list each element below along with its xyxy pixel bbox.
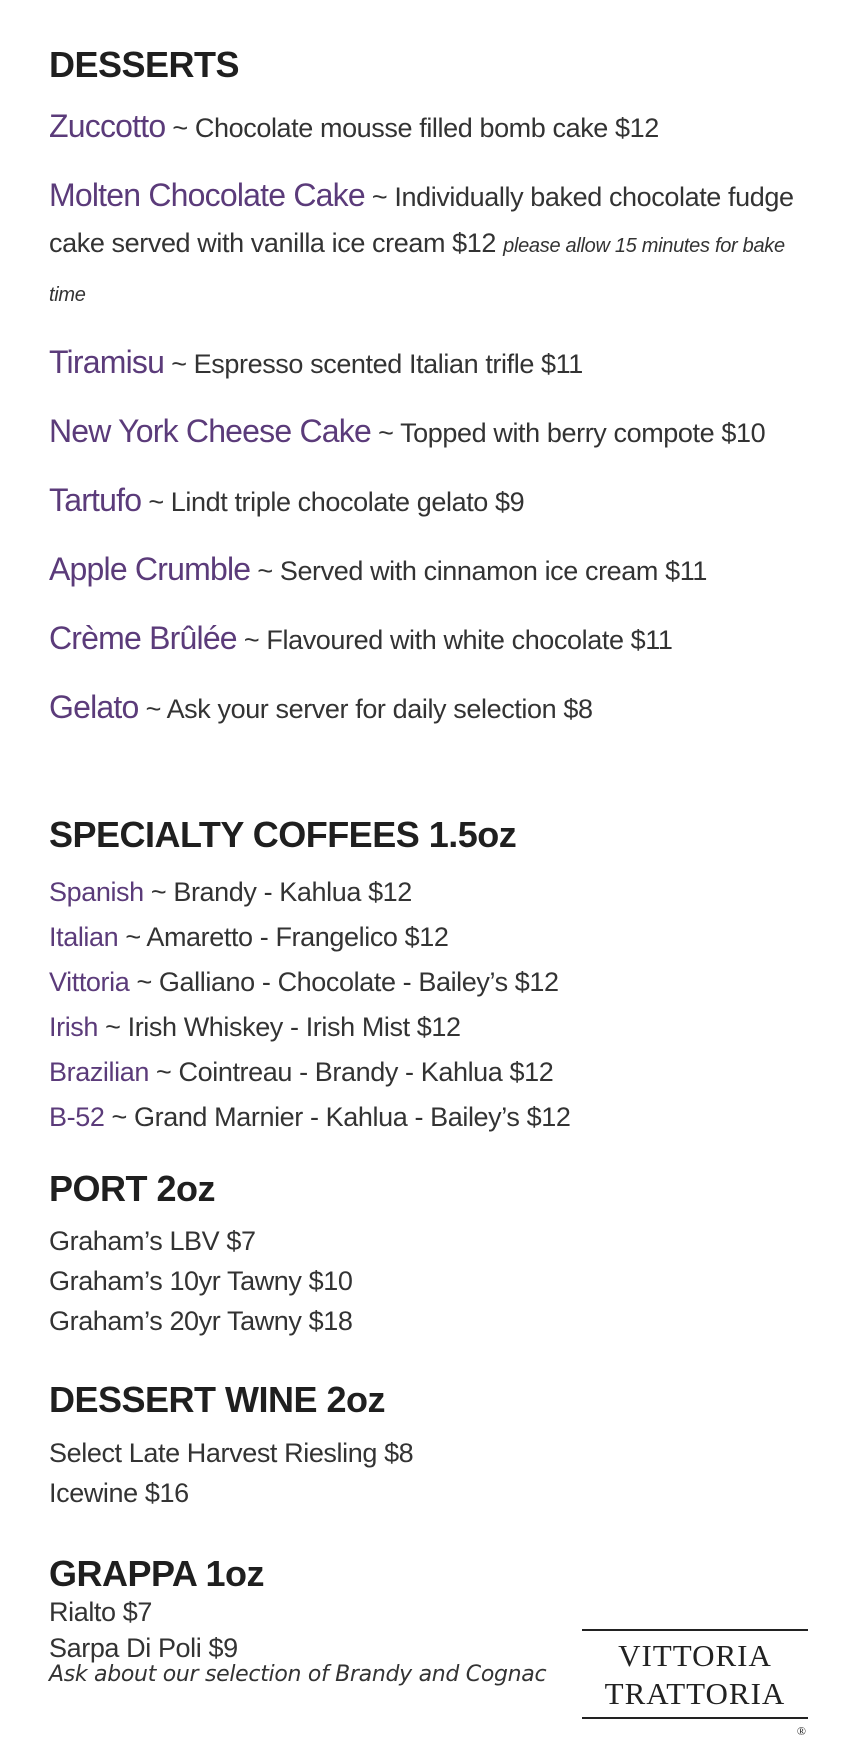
coffee-name: B-52 [49, 1101, 105, 1132]
port-list [49, 1221, 810, 1341]
dessert-wine-title: DESSERT WINE 2oz [49, 1379, 386, 1421]
bake-time-note: please allow 15 minutes for bake time [49, 235, 785, 307]
desserts-title: DESSERTS [49, 44, 240, 85]
dessert-desc: ~ Chocolate mousse filled bomb cake $12 [165, 113, 659, 144]
dessert-item-molten-chocolate-cake [49, 172, 810, 318]
dessert-desc: ~ Ask your server for daily selection $8 [138, 694, 593, 725]
dessert-desc: ~ Topped with berry compote $10 [370, 418, 766, 449]
dessert-name: Apple Crumble [49, 551, 251, 588]
coffee-desc: ~ Amaretto - Frangelico $12 [118, 921, 449, 952]
port-item: Graham’s 20yr Tawny $18 [49, 1306, 353, 1337]
dessert-name: Crème Brûlée [49, 620, 237, 657]
grappa-item: Rialto $7 [49, 1596, 152, 1627]
dessert-wine-list [49, 1433, 810, 1513]
coffee-item [49, 1095, 810, 1140]
coffee-desc: ~ Irish Whiskey - Irish Mist $12 [98, 1011, 461, 1042]
coffees-title: SPECIALTY COFFEES 1.5oz [49, 814, 517, 856]
dessert-name: Tartufo [49, 482, 142, 519]
coffee-item [49, 960, 810, 1005]
logo-line-1: VITTORIA [618, 1638, 772, 1673]
dessert-name: Tiramisu [49, 344, 165, 381]
dessert-item-gelato [49, 684, 810, 732]
wine-item: Select Late Harvest Riesling $8 [49, 1437, 414, 1468]
coffee-item [49, 870, 810, 915]
dessert-item-tiramisu [49, 339, 810, 387]
dessert-item-apple-crumble [49, 546, 810, 594]
logo-line-2: TRATTORIA [604, 1676, 786, 1711]
coffee-name: Spanish [49, 876, 144, 907]
grappa-title: GRAPPA 1oz [49, 1552, 265, 1594]
vittoria-trattoria-logo [582, 1629, 808, 1738]
coffee-name: Irish [49, 1011, 99, 1042]
coffees-list [49, 870, 810, 1140]
dessert-name: Zuccotto [49, 108, 166, 145]
grappa-item: Sarpa Di Poli $9 [49, 1632, 238, 1663]
dessert-desc: ~ Served with cinnamon ice cream $11 [250, 556, 707, 587]
desserts-list [49, 103, 810, 732]
registered-mark: ® [796, 1724, 806, 1738]
coffee-name: Italian [49, 921, 119, 952]
port-item: Graham’s 10yr Tawny $10 [49, 1266, 353, 1297]
coffee-desc: ~ Brandy - Kahlua $12 [143, 876, 412, 907]
dessert-desc: ~ Individually baked chocolate fudge cake served with vanilla ice cream $12 [49, 182, 794, 259]
dessert-item-creme-brulee [49, 615, 810, 663]
brandy-cognac-note: Ask about our selection of Brandy and Cognac [49, 1662, 547, 1687]
coffee-item [49, 915, 810, 960]
coffee-item [49, 1050, 810, 1095]
coffee-name: Vittoria [49, 966, 130, 997]
coffee-desc: ~ Grand Marnier - Kahlua - Bailey’s $12 [104, 1101, 571, 1132]
coffee-desc: ~ Cointreau - Brandy - Kahlua $12 [148, 1056, 554, 1087]
coffee-name: Brazilian [49, 1056, 149, 1087]
dessert-name: Molten Chocolate Cake [49, 177, 365, 214]
wine-item: Icewine $16 [49, 1477, 189, 1508]
dessert-item-zuccotto [49, 103, 810, 151]
coffee-item [49, 1005, 810, 1050]
port-item: Graham’s LBV $7 [49, 1226, 256, 1257]
dessert-desc: ~ Lindt triple chocolate gelato $9 [141, 487, 525, 518]
coffee-desc: ~ Galliano - Chocolate - Bailey’s $12 [129, 966, 559, 997]
port-title: PORT 2oz [49, 1167, 216, 1209]
dessert-desc: ~ Espresso scented Italian trifle $11 [164, 349, 583, 380]
dessert-item-cheese-cake [49, 408, 810, 456]
dessert-name: Gelato [49, 689, 139, 726]
dessert-name: New York Cheese Cake [49, 413, 371, 450]
dessert-desc: ~ Flavoured with white chocolate $11 [236, 625, 673, 656]
dessert-item-tartufo [49, 477, 810, 525]
